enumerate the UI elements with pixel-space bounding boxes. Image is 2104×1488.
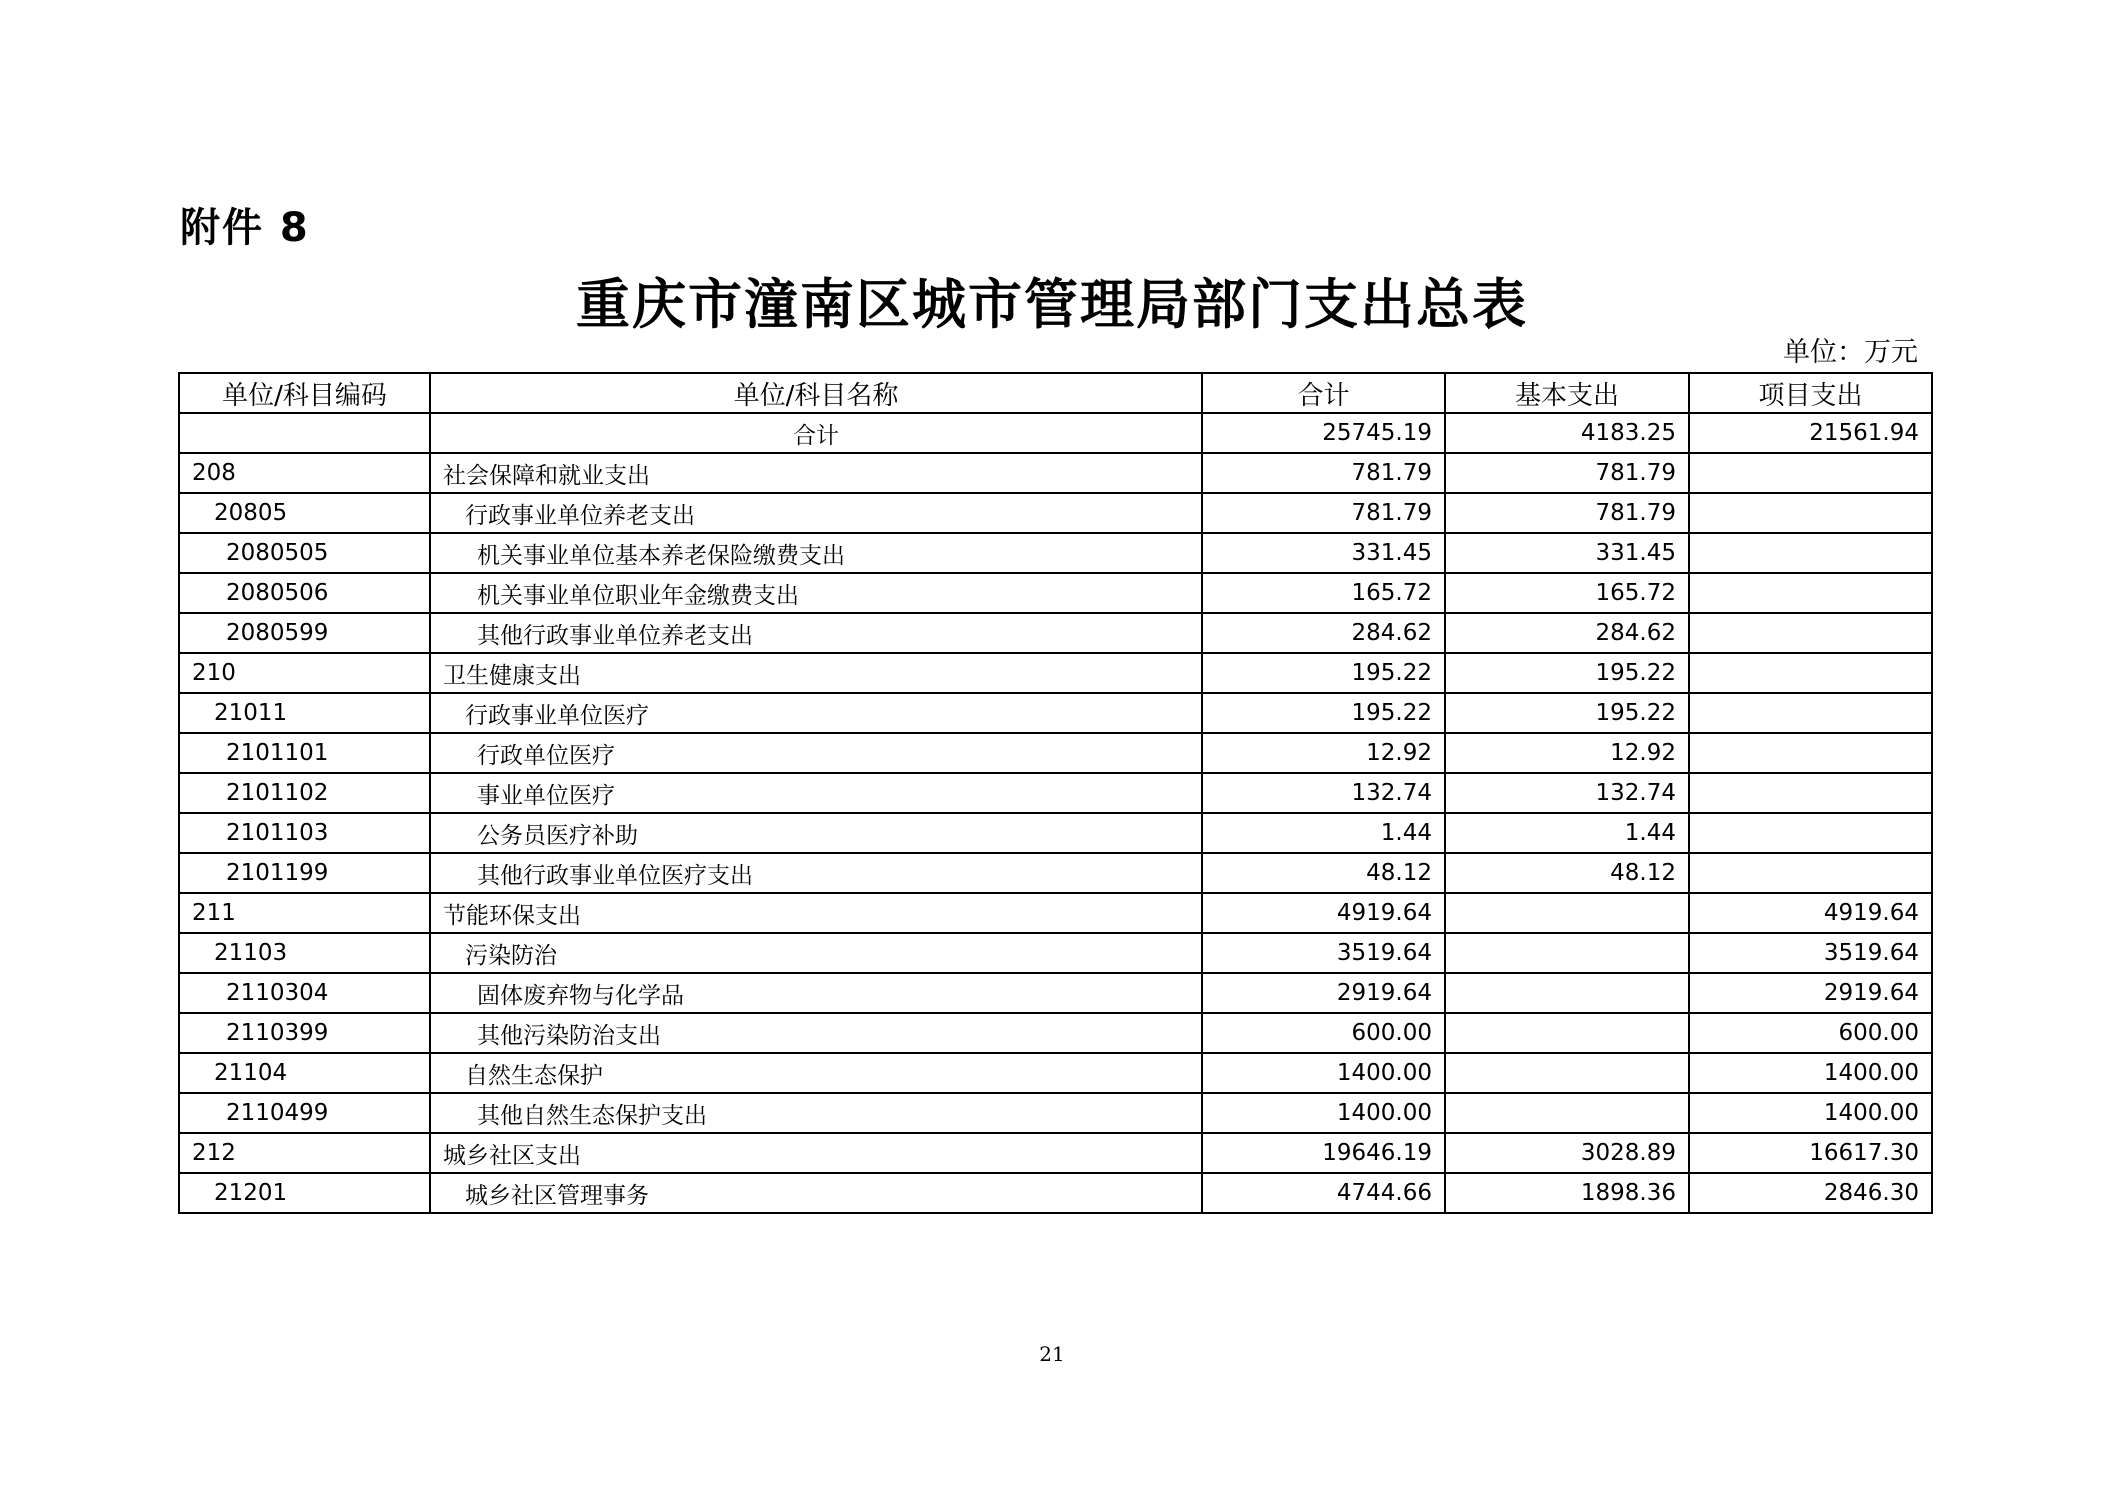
table-row	[179, 653, 1932, 693]
cell-code: 208	[179, 453, 430, 493]
table-row	[179, 1133, 1932, 1173]
cell-project	[1689, 733, 1932, 773]
cell-basic	[1445, 893, 1689, 933]
total-row-total: 25745.19	[1202, 413, 1445, 453]
cell-name: 机关事业单位基本养老保险缴费支出	[430, 533, 1202, 573]
cell-name: 其他行政事业单位医疗支出	[430, 853, 1202, 893]
cell-total: 19646.19	[1202, 1133, 1445, 1173]
cell-basic: 195.22	[1445, 693, 1689, 733]
cell-project	[1689, 813, 1932, 853]
cell-project: 1400.00	[1689, 1093, 1932, 1133]
cell-total: 12.92	[1202, 733, 1445, 773]
cell-project	[1689, 613, 1932, 653]
cell-project	[1689, 653, 1932, 693]
cell-basic	[1445, 1013, 1689, 1053]
cell-name: 城乡社区管理事务	[430, 1173, 1202, 1213]
cell-total: 1400.00	[1202, 1053, 1445, 1093]
cell-project	[1689, 773, 1932, 813]
cell-name: 公务员医疗补助	[430, 813, 1202, 853]
cell-basic	[1445, 1093, 1689, 1133]
header-basic: 基本支出	[1445, 373, 1689, 413]
table-row	[179, 1173, 1932, 1213]
cell-code: 2101102	[179, 773, 430, 813]
cell-code: 2110499	[179, 1093, 430, 1133]
unit-label: 单位：万元	[1783, 337, 1918, 368]
cell-project	[1689, 853, 1932, 893]
cell-code: 2101199	[179, 853, 430, 893]
table-row	[179, 573, 1932, 613]
cell-code: 2110304	[179, 973, 430, 1013]
cell-name: 其他行政事业单位养老支出	[430, 613, 1202, 653]
table-row	[179, 853, 1932, 893]
expenditure-table	[178, 372, 1933, 1214]
table-row	[179, 773, 1932, 813]
cell-name: 行政事业单位医疗	[430, 693, 1202, 733]
attachment-label: 附件 8	[180, 205, 310, 251]
cell-name: 事业单位医疗	[430, 773, 1202, 813]
header-name: 单位/科目名称	[430, 373, 1202, 413]
table-row	[179, 813, 1932, 853]
cell-total: 4919.64	[1202, 893, 1445, 933]
table-row	[179, 933, 1932, 973]
cell-name: 污染防治	[430, 933, 1202, 973]
table-row	[179, 733, 1932, 773]
total-row-name: 合计	[430, 413, 1202, 453]
table-row	[179, 973, 1932, 1013]
table-row	[179, 1053, 1932, 1093]
table-row	[179, 493, 1932, 533]
cell-name: 固体废弃物与化学品	[430, 973, 1202, 1013]
cell-total: 48.12	[1202, 853, 1445, 893]
cell-total: 2919.64	[1202, 973, 1445, 1013]
cell-name: 其他污染防治支出	[430, 1013, 1202, 1053]
cell-basic: 132.74	[1445, 773, 1689, 813]
cell-basic: 195.22	[1445, 653, 1689, 693]
cell-code: 20805	[179, 493, 430, 533]
cell-code: 2080599	[179, 613, 430, 653]
cell-code: 212	[179, 1133, 430, 1173]
cell-project: 2919.64	[1689, 973, 1932, 1013]
cell-project	[1689, 693, 1932, 733]
cell-project	[1689, 493, 1932, 533]
cell-project	[1689, 533, 1932, 573]
cell-basic	[1445, 1053, 1689, 1093]
cell-code: 21103	[179, 933, 430, 973]
table-row	[179, 693, 1932, 733]
total-row-basic: 4183.25	[1445, 413, 1689, 453]
cell-total: 195.22	[1202, 693, 1445, 733]
cell-project: 600.00	[1689, 1013, 1932, 1053]
cell-project: 1400.00	[1689, 1053, 1932, 1093]
cell-total: 331.45	[1202, 533, 1445, 573]
cell-total: 132.74	[1202, 773, 1445, 813]
cell-project	[1689, 453, 1932, 493]
header-project: 项目支出	[1689, 373, 1932, 413]
cell-code: 2080505	[179, 533, 430, 573]
cell-basic: 165.72	[1445, 573, 1689, 613]
cell-name: 卫生健康支出	[430, 653, 1202, 693]
table-row	[179, 613, 1932, 653]
cell-name: 城乡社区支出	[430, 1133, 1202, 1173]
cell-code: 21104	[179, 1053, 430, 1093]
cell-code: 211	[179, 893, 430, 933]
cell-basic	[1445, 973, 1689, 1013]
table-row	[179, 453, 1932, 493]
total-row-project: 21561.94	[1689, 413, 1932, 453]
cell-total: 1.44	[1202, 813, 1445, 853]
cell-code: 210	[179, 653, 430, 693]
cell-code: 2101103	[179, 813, 430, 853]
cell-project: 4919.64	[1689, 893, 1932, 933]
table-header-row	[179, 373, 1932, 413]
document-title: 重庆市潼南区城市管理局部门支出总表	[576, 272, 1528, 336]
table-row	[179, 1093, 1932, 1133]
cell-total: 195.22	[1202, 653, 1445, 693]
cell-basic: 284.62	[1445, 613, 1689, 653]
cell-name: 行政单位医疗	[430, 733, 1202, 773]
total-row	[179, 413, 1932, 453]
cell-basic: 12.92	[1445, 733, 1689, 773]
cell-project: 16617.30	[1689, 1133, 1932, 1173]
page-number: 21	[1039, 1342, 1065, 1366]
cell-total: 781.79	[1202, 493, 1445, 533]
cell-name: 自然生态保护	[430, 1053, 1202, 1093]
table-row	[179, 1013, 1932, 1053]
cell-basic: 781.79	[1445, 453, 1689, 493]
cell-code: 2110399	[179, 1013, 430, 1053]
cell-total: 1400.00	[1202, 1093, 1445, 1133]
cell-name: 社会保障和就业支出	[430, 453, 1202, 493]
total-row-code	[179, 413, 430, 453]
cell-code: 2080506	[179, 573, 430, 613]
cell-basic: 331.45	[1445, 533, 1689, 573]
cell-project: 2846.30	[1689, 1173, 1932, 1213]
cell-project: 3519.64	[1689, 933, 1932, 973]
cell-total: 284.62	[1202, 613, 1445, 653]
header-code: 单位/科目编码	[179, 373, 430, 413]
cell-name: 节能环保支出	[430, 893, 1202, 933]
table-row	[179, 533, 1932, 573]
cell-basic	[1445, 933, 1689, 973]
cell-basic: 1.44	[1445, 813, 1689, 853]
cell-name: 其他自然生态保护支出	[430, 1093, 1202, 1133]
cell-code: 21011	[179, 693, 430, 733]
cell-total: 3519.64	[1202, 933, 1445, 973]
cell-basic: 1898.36	[1445, 1173, 1689, 1213]
cell-basic: 781.79	[1445, 493, 1689, 533]
table-row	[179, 893, 1932, 933]
cell-name: 机关事业单位职业年金缴费支出	[430, 573, 1202, 613]
cell-basic: 48.12	[1445, 853, 1689, 893]
cell-basic: 3028.89	[1445, 1133, 1689, 1173]
cell-name: 行政事业单位养老支出	[430, 493, 1202, 533]
header-total: 合计	[1202, 373, 1445, 413]
cell-total: 600.00	[1202, 1013, 1445, 1053]
cell-code: 2101101	[179, 733, 430, 773]
cell-code: 21201	[179, 1173, 430, 1213]
cell-project	[1689, 573, 1932, 613]
cell-total: 165.72	[1202, 573, 1445, 613]
cell-total: 781.79	[1202, 453, 1445, 493]
cell-total: 4744.66	[1202, 1173, 1445, 1213]
